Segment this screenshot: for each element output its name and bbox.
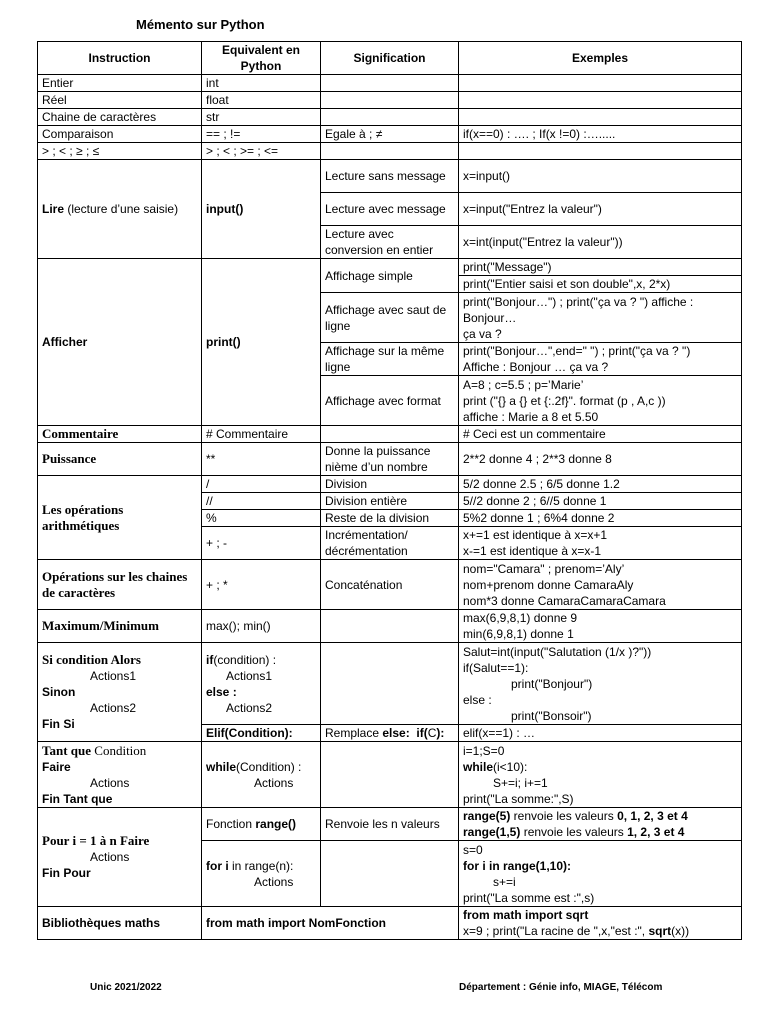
while-keyword: while xyxy=(206,759,237,774)
lire-keyword: Lire xyxy=(42,202,65,216)
cell-meaning: Concaténation xyxy=(321,560,459,610)
example-line: print("La somme est :",s) xyxy=(463,890,595,905)
footer-department: Département : Génie info, MIAGE, Télécom xyxy=(459,982,663,993)
cell-python: + ; * xyxy=(202,560,321,610)
table-row xyxy=(38,75,742,92)
tantque-line: Fin Tant que xyxy=(42,791,113,806)
cell-meaning xyxy=(321,725,459,742)
header-exemples: Exemples xyxy=(459,42,742,75)
cell-meaning: Lecture avec conversion en entier xyxy=(321,226,459,259)
cell-example xyxy=(459,742,742,808)
cell-python: max(); min() xyxy=(202,610,321,643)
table-row-chaines xyxy=(38,560,742,610)
cell-example xyxy=(459,109,742,126)
example-line: print("Bonjour…") ; print("ça va ? ") affiche : xyxy=(463,294,694,309)
cell-meaning: Affichage avec format xyxy=(321,376,459,426)
cell-instruction: Opérations sur les chaines de caractères xyxy=(38,560,202,610)
range-values: 1, 2, 3 et 4 xyxy=(627,825,685,839)
header-python: Equivalent en Python xyxy=(202,42,321,75)
si-line: Actions2 xyxy=(90,701,137,715)
table-row xyxy=(38,92,742,109)
range-text: renvoie les valeurs xyxy=(510,809,618,823)
cell-example: 2**2 donne 4 ; 2**3 donne 8 xyxy=(459,443,742,476)
cell-instruction: Chaine de caractères xyxy=(38,109,202,126)
table-row-si xyxy=(38,643,742,725)
footer-year: Unic 2021/2022 xyxy=(90,982,162,993)
cell-example xyxy=(459,75,742,92)
cell-meaning xyxy=(321,841,459,907)
header-row xyxy=(38,42,742,75)
cell-python: Elif(Condition): xyxy=(202,725,321,742)
cell-python: + ; - xyxy=(202,527,321,560)
range-label: Fonction xyxy=(206,817,256,831)
cell-meaning xyxy=(321,742,459,808)
cell-meaning: Affichage avec saut de ligne xyxy=(321,293,459,343)
cell-meaning: Donne la puissance nième d’un nombre xyxy=(321,443,459,476)
example-line: x-=1 est identique à x=x-1 xyxy=(463,544,602,558)
si-line: Fin Si xyxy=(42,717,75,731)
cell-python: from math import NomFonction xyxy=(202,907,459,940)
cell-meaning: Lecture avec message xyxy=(321,193,459,226)
example-line: A=8 ; c=5.5 ; p=’Marie’ xyxy=(463,377,584,392)
for-rest: in range(n): xyxy=(228,858,294,873)
example-line: Affiche : Bonjour … ça va ? xyxy=(463,360,609,374)
cell-example xyxy=(459,527,742,560)
si-line: Sinon xyxy=(42,685,76,699)
cell-python: int xyxy=(202,75,321,92)
cell-instruction: Commentaire xyxy=(38,426,202,443)
range-keyword: range() xyxy=(255,817,297,831)
cell-meaning xyxy=(321,610,459,643)
lire-description: (lecture d’une saisie) xyxy=(64,202,179,216)
cell-example: # Ceci est un commentaire xyxy=(459,426,742,443)
pour-line: Fin Pour xyxy=(42,866,91,880)
cell-example xyxy=(459,343,742,376)
cell-meaning: Division xyxy=(321,476,459,493)
example-line: print("La somme:",S) xyxy=(463,791,574,806)
cell-python xyxy=(202,742,321,808)
while-rest: (Condition) : xyxy=(236,759,302,774)
cell-python-lire: input() xyxy=(202,160,321,259)
memento-table xyxy=(37,41,742,940)
python-line: Actions xyxy=(254,874,294,889)
range-values: 0, 1, 2, 3 et 4 xyxy=(617,809,688,823)
cell-example xyxy=(459,610,742,643)
if-keyword: if xyxy=(206,652,214,667)
python-line: Actions xyxy=(254,775,294,790)
cell-example xyxy=(459,92,742,109)
cell-python xyxy=(202,808,321,841)
table-row-tantque xyxy=(38,742,742,808)
cell-example: 5/2 donne 2.5 ; 6/5 donne 1.2 xyxy=(459,476,742,493)
cell-meaning xyxy=(321,643,459,725)
while-keyword: while xyxy=(463,759,494,774)
example-line: nom*3 donne CamaraCamaraCamara xyxy=(463,593,666,608)
table-row-maxmin xyxy=(38,610,742,643)
table-row-pour xyxy=(38,808,742,841)
cell-example: print("Entier saisi et son double",x, 2*x) xyxy=(459,276,742,293)
example-line: print ("{} a {} et {:.2f}". format (p , A,c )) xyxy=(463,393,666,408)
cell-meaning: Division entière xyxy=(321,493,459,510)
cell-instruction: Comparaison xyxy=(38,126,202,143)
example-line: if(Salut==1): xyxy=(463,660,529,675)
cell-python: ** xyxy=(202,443,321,476)
cell-meaning: Egale à ; ≠ xyxy=(321,126,459,143)
python-line: Actions2 xyxy=(226,700,273,715)
cell-example: 5%2 donne 1 ; 6%4 donne 2 xyxy=(459,510,742,527)
example-line: Salut=int(input("Salutation (1/x )?")) xyxy=(463,644,652,659)
python-line: Actions1 xyxy=(226,668,273,683)
table-row-puissance xyxy=(38,443,742,476)
table-row xyxy=(38,143,742,160)
cell-meaning xyxy=(321,92,459,109)
cell-instruction-tantque xyxy=(38,742,202,808)
table-row-lire xyxy=(38,160,742,193)
tantque-keyword: Tant que xyxy=(42,742,92,758)
example-text: (x)) xyxy=(671,924,690,938)
cell-instruction: Puissance xyxy=(38,443,202,476)
cell-example: 5//2 donne 2 ; 6//5 donne 1 xyxy=(459,493,742,510)
cell-meaning xyxy=(321,109,459,126)
range-call: range(1,5) xyxy=(463,825,521,839)
tantque-rest: Condition xyxy=(91,742,147,758)
pour-line: Pour i = 1 à n Faire xyxy=(42,833,150,848)
cell-meaning xyxy=(321,75,459,92)
cell-instruction-si xyxy=(38,643,202,742)
cell-example xyxy=(459,376,742,426)
table-row-biblio xyxy=(38,907,742,940)
cell-example xyxy=(459,560,742,610)
example-line: Bonjour… xyxy=(463,310,517,325)
cell-example: print("Message") xyxy=(459,259,742,276)
cell-example: if(x==0) : …. ; If(x !=0) :…..... xyxy=(459,126,742,143)
table-row xyxy=(38,109,742,126)
example-line: s+=i xyxy=(493,874,516,889)
sqrt-keyword: sqrt xyxy=(648,924,672,938)
table-row-commentaire xyxy=(38,426,742,443)
tantque-line: Faire xyxy=(42,759,71,774)
example-line: print("Bonjour…",end=" ") ; print("ça va ? ") xyxy=(463,344,691,358)
cell-instruction-afficher: Afficher xyxy=(38,259,202,426)
elif-meaning-text: Remplace xyxy=(325,726,383,740)
example-line: nom="Camara" ; prenom=’Aly’ xyxy=(463,561,625,576)
example-line: ça va ? xyxy=(463,326,502,341)
example-line: i=1;S=0 xyxy=(463,743,505,758)
python-line: else : xyxy=(206,684,237,699)
cell-meaning xyxy=(321,426,459,443)
table-row-operations xyxy=(38,476,742,493)
cell-instruction: > ; < ; ≥ ; ≤ xyxy=(38,143,202,160)
cell-python: str xyxy=(202,109,321,126)
example-line: nom+prenom donne CamaraAly xyxy=(463,577,634,592)
cell-meaning: Reste de la division xyxy=(321,510,459,527)
example-line: print("Bonjour") xyxy=(511,676,593,691)
si-line: Actions1 xyxy=(90,669,137,683)
example-line: else : xyxy=(463,692,492,707)
table-row xyxy=(38,126,742,143)
example-line: (i<10): xyxy=(493,759,528,774)
example-line: s=0 xyxy=(463,842,483,857)
tantque-line: Actions xyxy=(90,775,130,790)
cell-python: > ; < ; >= ; <= xyxy=(202,143,321,160)
example-line: min(6,9,8,1) donne 1 xyxy=(463,627,574,641)
condition-letter: C xyxy=(427,726,437,740)
example-line: from math import sqrt xyxy=(463,908,589,922)
for-keyword: for i xyxy=(206,858,229,873)
cell-example: x=int(input("Entrez la valeur")) xyxy=(459,226,742,259)
example-line: max(6,9,8,1) donne 9 xyxy=(463,611,578,625)
example-line: for i in range(1,10): xyxy=(463,858,572,873)
cell-meaning: Incrémentation/ décrémentation xyxy=(321,527,459,560)
cell-example: elif(x==1) : … xyxy=(459,725,742,742)
cell-example: x=input() xyxy=(459,160,742,193)
pour-line: Actions xyxy=(90,850,130,864)
page-title: Mémento sur Python xyxy=(136,17,265,32)
cell-example xyxy=(459,143,742,160)
cell-python xyxy=(202,643,321,725)
cell-meaning xyxy=(321,143,459,160)
cell-example: x=input("Entrez la valeur") xyxy=(459,193,742,226)
table-row-afficher xyxy=(38,259,742,276)
cell-example xyxy=(459,907,742,940)
cell-example xyxy=(459,808,742,841)
range-call: range(5) xyxy=(463,809,511,823)
example-line: print("Bonsoir") xyxy=(511,708,592,723)
range-text: renvoie les valeurs xyxy=(520,825,628,839)
cell-instruction: Maximum/Minimum xyxy=(38,610,202,643)
cell-instruction-pour xyxy=(38,808,202,907)
example-text: x=9 ; print("La racine de ",x,"est :", xyxy=(463,924,649,938)
cell-instruction: Les opérations arithmétiques xyxy=(38,476,202,560)
cell-python: == ; != xyxy=(202,126,321,143)
cell-python: # Commentaire xyxy=(202,426,321,443)
cell-python: // xyxy=(202,493,321,510)
header-signification: Signification xyxy=(321,42,459,75)
paren-end: ): xyxy=(436,726,445,740)
cell-instruction: Bibliothèques maths xyxy=(38,907,202,940)
else-keyword: else: xyxy=(382,726,410,740)
cell-python: % xyxy=(202,510,321,527)
cell-meaning: Lecture sans message xyxy=(321,160,459,193)
example-line: x+=1 est identique à x=x+1 xyxy=(463,528,608,542)
cell-meaning: Affichage simple xyxy=(321,259,459,293)
cell-meaning: Renvoie les n valeurs xyxy=(321,808,459,841)
cell-example xyxy=(459,293,742,343)
cell-python-afficher: print() xyxy=(202,259,321,426)
cell-python xyxy=(202,841,321,907)
cell-instruction: Réel xyxy=(38,92,202,109)
si-line: Si condition Alors xyxy=(42,652,141,667)
if-rest: (condition) : xyxy=(213,652,277,667)
if-keyword: if( xyxy=(416,726,428,740)
cell-example xyxy=(459,841,742,907)
cell-meaning: Affichage sur la même ligne xyxy=(321,343,459,376)
example-line: affiche : Marie a 8 et 5.50 xyxy=(463,409,599,424)
cell-python: float xyxy=(202,92,321,109)
header-instruction: Instruction xyxy=(38,42,202,75)
cell-python: / xyxy=(202,476,321,493)
example-line: S+=i; i+=1 xyxy=(493,775,548,790)
cell-instruction-lire xyxy=(38,160,202,259)
cell-instruction: Entier xyxy=(38,75,202,92)
cell-example xyxy=(459,643,742,725)
